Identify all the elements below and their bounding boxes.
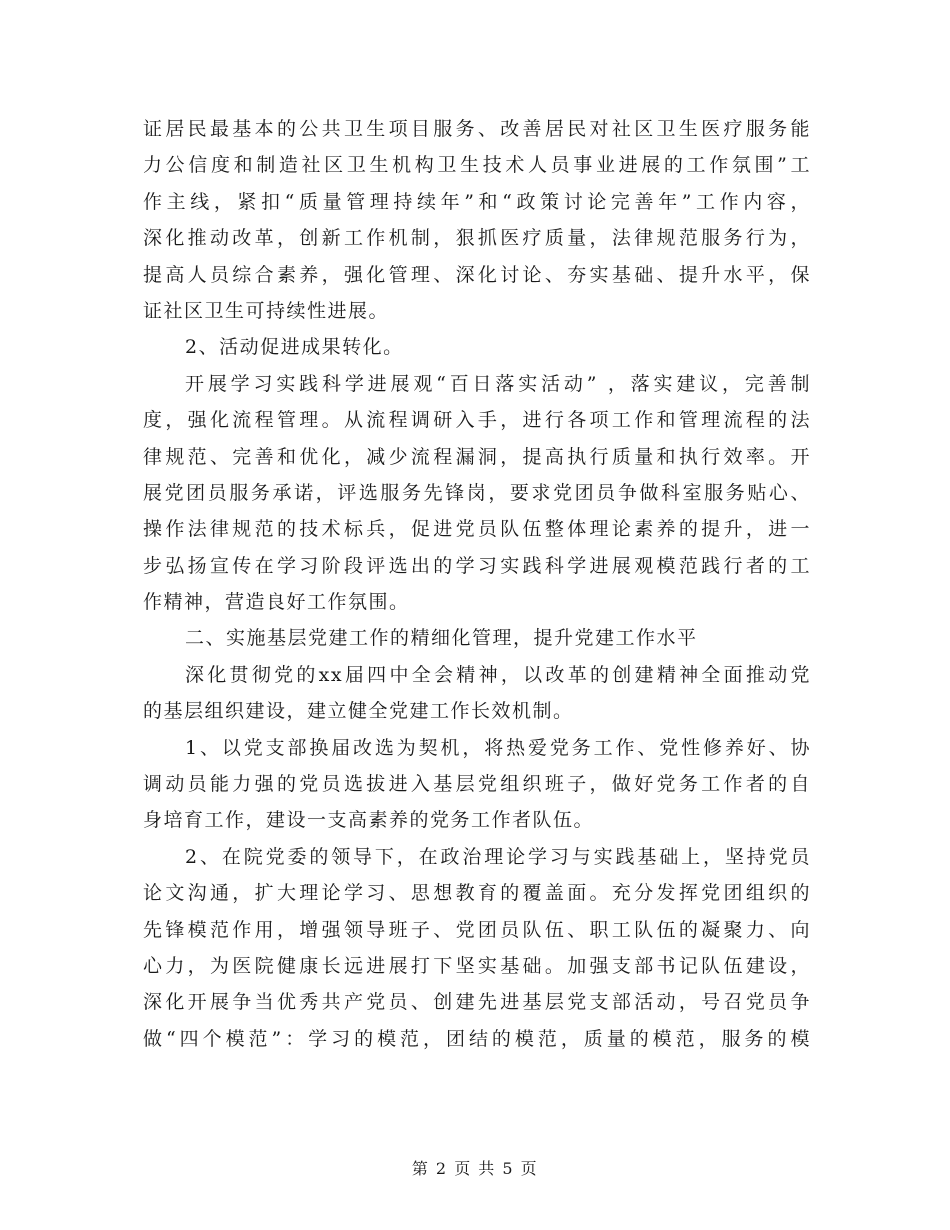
body-text — [143, 111, 811, 1057]
text-line: 作精神，营造良好工作氛围。 — [143, 591, 410, 614]
text-line: 证社区卫生可持续性进展。 — [143, 299, 390, 322]
text-line: 度，强化流程管理。从流程调研入手，进行各项工作和管理流程的法 — [143, 409, 811, 432]
text-line: 做“四个模范”：学习的模范，团结的模范，质量的模范，服务的模 — [143, 1027, 811, 1050]
text-line: 心力，为医院健康长远进展打下坚实基础。加强支部书记队伍建设， — [143, 954, 811, 977]
section-heading: 二、实施基层党建工作的精细化管理，提升党建工作水平 — [185, 627, 698, 650]
text-line: 2、在院党委的领导下，在政治理论学习与实践基础上，坚持党员 — [185, 845, 811, 868]
text-line: 先锋模范作用，增强领导班子、党团员队伍、职工队伍的凝聚力、向 — [143, 918, 811, 941]
text-line: 1、以党支部换届改选为契机，将热爱党务工作、党性修养好、协 — [185, 736, 811, 759]
text-line: 作主线，紧扣“质量管理持续年”和“政策讨论完善年”工作内容， — [143, 190, 811, 213]
text-line: 开展学习实践科学进展观“百日落实活动” ，落实建议，完善制 — [185, 372, 811, 395]
text-line: 操作法律规范的技术标兵，促进党员队伍整体理论素养的提升，进一 — [143, 518, 811, 541]
text-line: 调动员能力强的党员选拔进入基层党组织班子，做好党务工作者的自 — [143, 773, 811, 796]
text-line: 深化贯彻党的xx届四中全会精神，以改革的创建精神全面推动党 — [185, 663, 811, 686]
text-line: 深化推动改革，创新工作机制，狠抓医疗质量，法律规范服务行为， — [143, 227, 811, 250]
text-line: 论文沟通，扩大理论学习、思想教育的覆盖面。充分发挥党团组织的 — [143, 882, 811, 905]
text-line: 律规范、完善和优化，减少流程漏洞，提高执行质量和执行效率。开 — [143, 445, 811, 468]
text-line: 步弘扬宣传在学习阶段评选出的学习实践科学进展观模范践行者的工 — [143, 554, 811, 577]
text-line: 深化开展争当优秀共产党员、创建先进基层党支部活动，号召党员争 — [143, 991, 811, 1014]
page-number: 第 2 页 共 5 页 — [411, 1159, 539, 1178]
text-line: 提高人员综合素养，强化管理、深化讨论、夯实基础、提升水平，保 — [143, 263, 811, 286]
text-line: 的基层组织建设，建立健全党建工作长效机制。 — [143, 700, 574, 723]
text-line: 身培育工作，建设一支高素养的党务工作者队伍。 — [143, 809, 595, 832]
text-line: 证居民最基本的公共卫生项目服务、改善居民对社区卫生医疗服务能 — [143, 118, 811, 140]
text-line: 力公信度和制造社区卫生机构卫生技术人员事业进展的工作氛围”工 — [143, 154, 811, 177]
text-line: 展党团员服务承诺，评选服务先锋岗，要求党团员争做科室服务贴心、 — [143, 481, 811, 504]
subheading: 2、活动促进成果转化。 — [185, 336, 404, 359]
